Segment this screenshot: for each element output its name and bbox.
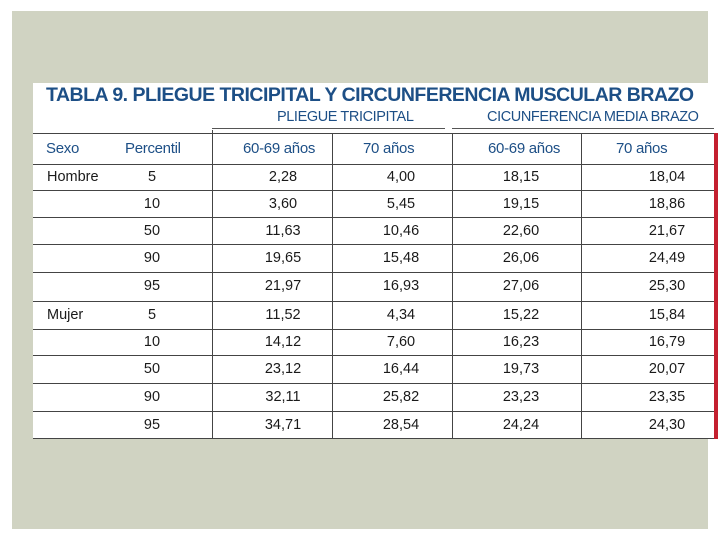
table-row-mujer-5 <box>33 302 714 329</box>
cell-percentil: 95 <box>143 278 161 294</box>
table-row-hombre-90 <box>33 245 714 272</box>
cell-circunferencia-70: 25,30 <box>648 278 686 294</box>
cell-pliegue-70: 7,60 <box>386 334 416 350</box>
cell-percentil: 90 <box>143 250 161 266</box>
cell-circunferencia-70: 23,35 <box>648 389 686 405</box>
cell-percentil: 5 <box>147 307 157 323</box>
cell-pliegue-70: 10,46 <box>382 223 420 239</box>
cell-circunferencia-60-69: 15,22 <box>502 307 540 323</box>
cell-pliegue-70: 4,34 <box>386 307 416 323</box>
cell-circunferencia-60-69: 24,24 <box>502 417 540 433</box>
cell-circunferencia-70: 20,07 <box>648 361 686 377</box>
cell-percentil: 95 <box>143 417 161 433</box>
table-row-hombre-95 <box>33 273 714 300</box>
cell-circunferencia-60-69: 22,60 <box>502 223 540 239</box>
cell-circunferencia-60-69: 19,15 <box>502 196 540 212</box>
cell-pliegue-60-69: 11,52 <box>265 307 301 323</box>
cell-pliegue-70: 4,00 <box>386 169 416 185</box>
table-title: TABLA 9. PLIEGUE TRICIPITAL Y CIRCUNFERENCIA MUSCULAR BRAZO <box>46 84 694 106</box>
table-row-mujer-10 <box>33 329 714 356</box>
cell-pliegue-60-69: 34,71 <box>264 417 302 433</box>
cell-pliegue-60-69: 32,11 <box>265 389 301 405</box>
cell-pliegue-70: 16,44 <box>382 361 420 377</box>
column-header-circunferencia-70: 70 años <box>616 140 668 157</box>
cell-pliegue-60-69: 3,60 <box>268 196 298 212</box>
cell-percentil: 10 <box>143 334 161 350</box>
group-rule-pliegue <box>212 128 445 129</box>
cell-pliegue-70: 5,45 <box>386 196 416 212</box>
table-row-mujer-90 <box>33 384 714 411</box>
table-row-mujer-50 <box>33 356 714 383</box>
cell-circunferencia-70: 15,84 <box>648 307 686 323</box>
cell-pliegue-70: 28,54 <box>382 417 420 433</box>
cell-sexo: Hombre <box>47 169 99 185</box>
cell-sexo: Mujer <box>47 307 84 323</box>
grid-line-horizontal <box>33 133 714 134</box>
cell-percentil: 50 <box>143 361 161 377</box>
cell-circunferencia-60-69: 23,23 <box>502 389 540 405</box>
group-rule-circunferencia <box>452 128 714 129</box>
table-row-hombre-10 <box>33 191 714 218</box>
cell-percentil: 50 <box>143 223 161 239</box>
cell-pliegue-60-69: 2,28 <box>268 169 298 185</box>
cell-circunferencia-70: 21,67 <box>648 223 686 239</box>
cell-percentil: 90 <box>143 389 161 405</box>
cell-pliegue-70: 15,48 <box>382 250 420 266</box>
cell-circunferencia-60-69: 16,23 <box>502 334 540 350</box>
cell-pliegue-60-69: 11,63 <box>265 223 301 239</box>
cell-circunferencia-60-69: 19,73 <box>502 361 540 377</box>
cell-circunferencia-70: 24,30 <box>648 417 686 433</box>
cell-circunferencia-60-69: 26,06 <box>502 250 540 266</box>
column-header-sexo: Sexo <box>46 140 79 157</box>
group-header-circunferencia: CICUNFERENCIA MEDIA BRAZO <box>487 109 699 125</box>
cell-circunferencia-70: 18,04 <box>648 169 686 185</box>
column-header-pliegue-70: 70 años <box>363 140 415 157</box>
cell-circunferencia-70: 16,79 <box>648 334 686 350</box>
cell-pliegue-70: 25,82 <box>382 389 420 405</box>
cell-circunferencia-60-69: 27,06 <box>502 278 540 294</box>
cell-pliegue-70: 16,93 <box>382 278 420 294</box>
table-row-hombre-50 <box>33 218 714 245</box>
cell-percentil: 5 <box>147 169 157 185</box>
column-header-circunferencia-60-69: 60-69 años <box>488 140 561 157</box>
cell-pliegue-60-69: 23,12 <box>264 361 302 377</box>
cell-pliegue-60-69: 19,65 <box>264 250 302 266</box>
group-header-pliegue: PLIEGUE TRICIPITAL <box>277 109 414 125</box>
cell-pliegue-60-69: 21,97 <box>264 278 302 294</box>
cell-percentil: 10 <box>143 196 161 212</box>
column-header-pliegue-60-69: 60-69 años <box>243 140 316 157</box>
cell-circunferencia-70: 24,49 <box>648 250 686 266</box>
table-row-hombre-5 <box>33 164 714 191</box>
cell-circunferencia-70: 18,86 <box>648 196 686 212</box>
table-row-mujer-95 <box>33 412 714 439</box>
cell-pliegue-60-69: 14,12 <box>264 334 302 350</box>
cell-circunferencia-60-69: 18,15 <box>502 169 540 185</box>
column-header-percentil: Percentil <box>125 140 181 157</box>
